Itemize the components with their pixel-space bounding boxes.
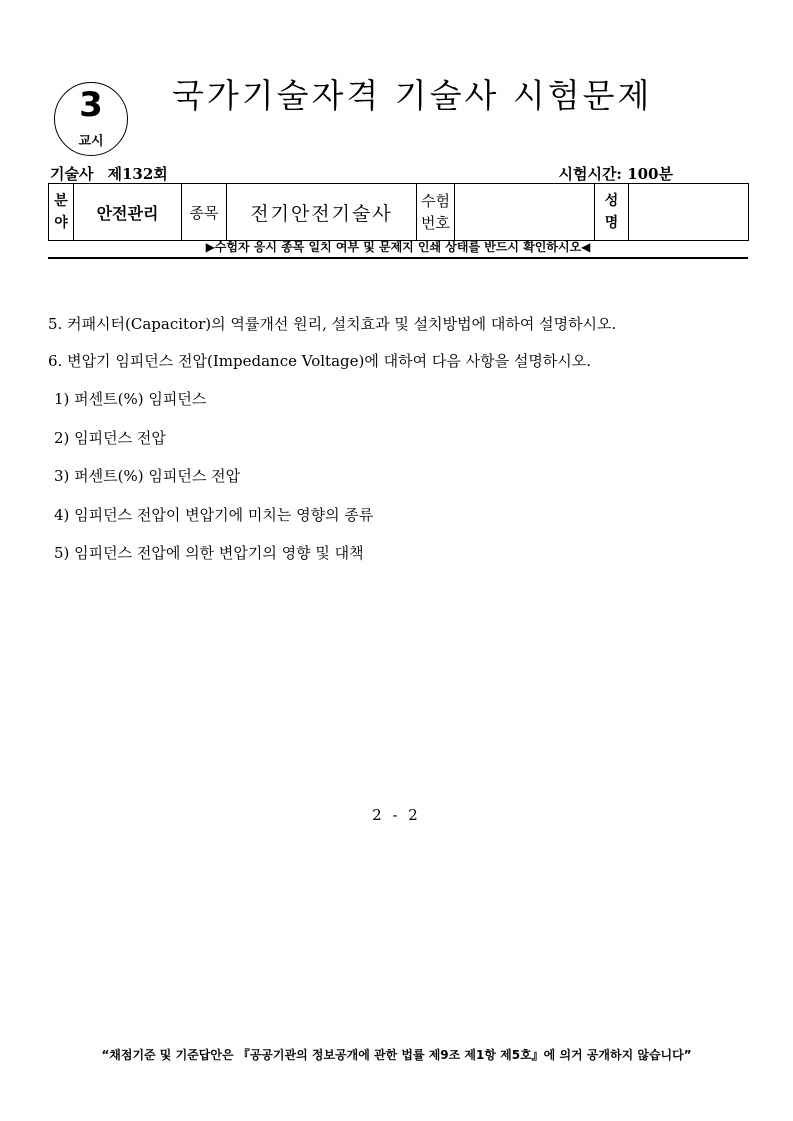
exam-number-label: 수험 번호 [417,184,455,241]
period-label: 교시 [78,134,104,149]
question-6: 6. 변압기 임피던스 전압(Impedance Voltage)에 대하여 다음 사항을 설명하시오. [48,352,592,370]
header-divider [48,257,748,259]
question-6-item: 1) 퍼센트(%) 임피던스 [54,390,207,408]
exam-time: 시험시간: 100분 [558,165,673,183]
question-6-item: 5) 임피던스 전압에 의한 변압기의 영향 및 대책 [54,544,364,562]
exam-info-table [48,183,749,241]
name-field[interactable] [629,184,749,241]
footer-disclaimer: “채점기준 및 기준답안은 『공공기관의 정보공개에 관한 법률 제9조 제1항 제5호』에 의거 공개하지 않습니다” [101,1048,692,1062]
question-5: 5. 커패시터(Capacitor)의 역률개선 원리, 설치효과 및 설치방법에 대하여 설명하시오. [48,315,617,333]
name-label: 성 명 [595,184,629,241]
page-number: 2 - 2 [372,806,421,824]
document-title: 국가기술자격 기술사 시험문제 [172,76,653,115]
exam-number-field[interactable] [455,184,595,241]
question-6-item: 4) 임피던스 전압이 변압기에 미치는 영향의 종류 [54,506,374,524]
field-label: 분 야 [49,184,74,241]
question-6-item: 2) 임피던스 전압 [54,429,166,447]
exam-round: 제132회 [107,165,168,183]
period-number: 3 [79,85,103,125]
exam-meta-left [50,163,168,184]
exam-category: 기술사 [50,165,94,183]
field-value: 안전관리 [74,184,182,241]
period-badge [54,82,128,156]
item-value: 전기안전기술사 [227,184,417,241]
item-label: 종목 [182,184,227,241]
question-6-item: 3) 퍼센트(%) 임피던스 전압 [54,467,241,485]
notice-text: ▶수험자 응시 종목 일치 여부 및 문제지 인쇄 상태를 반드시 확인하시오◀ [205,240,591,254]
